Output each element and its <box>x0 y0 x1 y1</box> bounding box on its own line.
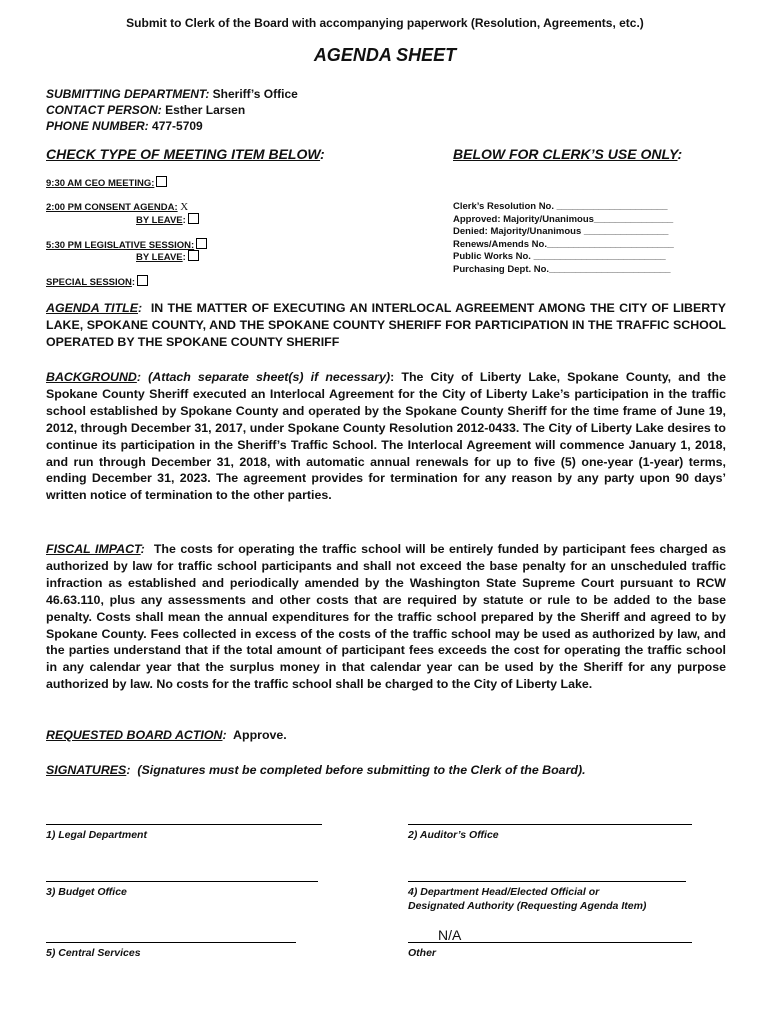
signatures-label: SIGNATURES <box>46 763 127 777</box>
other-signature-value: N/A <box>438 927 462 943</box>
clerk-approved: Approved: Majority/Unanimous_______________ <box>453 213 674 225</box>
contact-label: CONTACT PERSON: <box>46 103 162 117</box>
signature-line-legal[interactable] <box>46 824 322 825</box>
signature-label-legal: 1) Legal Department <box>46 829 147 841</box>
header-block <box>46 86 298 134</box>
clerk-purchasing: Purchasing Dept. No._______________________ <box>453 263 671 275</box>
fiscal-impact-section: FISCAL IMPACT: The costs for operating the traffic school will be entirely funded by participant fees charged as authorized by law for traffic school participants and shall not exceed the base penalty for an unscheduled traffic infraction as established and periodically amended by the Washington State Supreme Court pursuant to RCW 46.63.110, plus any assessments and other costs that are required by statute or rule to be added to the base penalty. Costs shall mean the annual expenditures for the traffic school prepared by the Sheriff and agreed to by Spokane County. Fees collected in excess of the costs of the traffic school may be used as authorized by law, and the parties understand that if the total amount of participant fees exceeds the cost for operating the traffic school in any calendar year that the surplus money in that calendar year can be used by the Sheriff for any purpose authorized by law. No costs for the traffic school shall be charged to the City of Liberty Lake. <box>46 542 726 692</box>
ceo-meeting-row <box>46 176 167 191</box>
requested-action-label: REQUESTED BOARD ACTION <box>46 728 223 742</box>
legislative-session-label: 5:30 PM LEGISLATIVE SESSION: <box>46 240 195 251</box>
special-session-row: SPECIAL SESSION: <box>46 275 148 290</box>
requested-action-section: REQUESTED BOARD ACTION: Approve. <box>46 728 287 742</box>
signature-label-central-services: 5) Central Services <box>46 947 141 959</box>
signature-label-budget: 3) Budget Office <box>46 886 127 898</box>
signature-label-other: Other <box>408 947 437 959</box>
submission-note: Submit to Clerk of the Board with accompanying paperwork (Resolution, Agreements, etc.) <box>126 16 644 30</box>
background-section: BACKGROUND: (Attach separate sheet(s) if necessary): The City of Liberty Lake, Spokane County, and the Spokane County Sheriff executed an Interlocal Agreement for the City of Liberty Lake’s participation in the traffic school established by Spokane County and operated by the Spokane County Sheriff for the time frame of June 19, 2012, through December 31, 2017, under Spokane County Resolution 2012-0433. The City of Liberty Lake desires to continue its participation in the Sheriff’s Traffic School. The Interlocal Agreement will commence January 1, 2018, and run through December 31, 2018, with automatic annual renewals for up to five (5) one-year (1-year) terms, ending December 31, 2023. The agreement provides for termination for any reason by any party upon 90 days’ written notice of termination to the other parties. <box>46 370 726 503</box>
by-leave-label: BY LEAVE <box>136 215 183 226</box>
signature-label-department-head: 4) Department Head/Elected Official or Designated Authority (Requesting Agenda Item) <box>408 886 647 912</box>
dept-label: SUBMITTING DEPARTMENT: <box>46 87 210 101</box>
agenda-title-text: IN THE MATTER OF EXECUTING AN INTERLOCAL AGREEMENT AMONG THE CITY OF LIBERTY LAKE, SPOKANE COUNTY, AND THE SPOKANE COUNTY SHERIFF FOR PARTICIPATION IN THE TRAFFIC SCHOOL OPERATED BY THE SPOKANE COUNTY SHERIFF <box>46 301 726 349</box>
clerk-resolution-no: Clerk’s Resolution No. _____________________ <box>453 201 668 212</box>
consent-by-leave-row: BY LEAVE: <box>136 213 199 228</box>
background-note: : (Attach separate sheet(s) if necessary) <box>136 370 391 384</box>
clerk-use-heading: BELOW FOR CLERK’S USE ONLY: <box>453 146 683 162</box>
contact-value: Esther Larsen <box>165 103 246 117</box>
phone-label: PHONE NUMBER: <box>46 119 149 133</box>
dept-value: Sheriff’s Office <box>212 87 298 101</box>
signature-line-department-head[interactable] <box>408 881 686 882</box>
signature-line-budget[interactable] <box>46 881 318 882</box>
background-text: The City of Liberty Lake, Spokane County, and the Spokane County Sheriff executed an Interlocal Agreement for the City of Liberty Lake’s participation in the traffic school established by Spokane County and operated by the Spokane County Sheriff for the time frame of June 19, 2012, through December 31, 2017, under Spokane County Resolution 2012-0433. The City of Liberty Lake desires to continue its participation in the Sheriff’s Traffic School. The Interlocal Agreement will commence January 1, 2018, and run through December 31, 2018, with automatic annual renewals for up to five (5) one-year (1-year) terms, ending December 31, 2023. The agreement provides for termination for any reason by any party upon 90 days’ written notice of termination to the other parties. <box>46 370 726 503</box>
signature-line-other[interactable] <box>408 942 692 943</box>
phone-value: 477-5709 <box>152 119 203 133</box>
fiscal-impact-text: The costs for operating the traffic school will be entirely funded by participant fees charged as authorized by law for traffic school participants and shall not exceed the base penalty for an unscheduled traffic infraction as established and periodically amended by the Washington State Supreme Court pursuant to RCW 46.63.110, plus any assessments and other costs that are required by statute or rule to be added to the base penalty. Costs shall mean the annual expenditures for the traffic school prepared by the Sheriff and agreed to by Spokane County. Fees collected in excess of the costs of the traffic school may be used as authorized by law, and the parties understand that if the total amount of participant fees exceeds the cost for operating the traffic school in any calendar year that the surplus money in that calendar year can be used by the Sheriff for any purpose authorized by law. No costs for the traffic school shall be charged to the City of Liberty Lake. <box>46 542 726 692</box>
special-session-checkbox[interactable] <box>137 275 148 286</box>
signature-label-auditor: 2) Auditor’s Office <box>408 829 499 841</box>
by-leave-label: BY LEAVE <box>136 252 183 263</box>
page-title: AGENDA SHEET <box>313 45 457 65</box>
consent-by-leave-checkbox[interactable] <box>188 213 199 224</box>
ceo-meeting-checkbox[interactable] <box>156 176 167 187</box>
agenda-title-section: AGENDA TITLE: IN THE MATTER OF EXECUTING AN INTERLOCAL AGREEMENT AMONG THE CITY OF LIBERTY LAKE, SPOKANE COUNTY, AND THE SPOKANE COUNTY SHERIFF FOR PARTICIPATION IN THE TRAFFIC SCHOOL OPERATED BY THE SPOKANE COUNTY SHERIFF <box>46 301 726 349</box>
legislative-by-leave-checkbox[interactable] <box>188 250 199 261</box>
fiscal-impact-label: FISCAL IMPACT <box>46 542 141 556</box>
signatures-instruction: (Signatures must be completed before submitting to the Clerk of the Board). <box>137 763 586 777</box>
special-session-label: SPECIAL SESSION <box>46 277 132 288</box>
submitting-department <box>46 86 298 102</box>
phone-number <box>46 118 298 134</box>
clerk-denied: Denied: Majority/Unanimous ________________ <box>453 226 669 237</box>
consent-agenda-checkbox[interactable]: X <box>180 201 189 213</box>
background-label: BACKGROUND <box>46 370 137 384</box>
agenda-title-label: AGENDA TITLE <box>46 301 138 315</box>
requested-action-text: Approve. <box>233 728 287 742</box>
meeting-type-heading: CHECK TYPE OF MEETING ITEM BELOW: <box>46 146 325 162</box>
legislative-session-checkbox[interactable] <box>196 238 207 249</box>
clerk-public-works: Public Works No. _________________________ <box>453 251 666 262</box>
consent-agenda-label: 2:00 PM CONSENT AGENDA: <box>46 202 178 213</box>
clerk-renews-amends: Renews/Amends No.________________________ <box>453 238 674 250</box>
clerk-use-block <box>453 201 674 276</box>
signatures-section: SIGNATURES: (Signatures must be completed before submitting to the Clerk of the Board). <box>46 763 586 777</box>
signature-line-auditor[interactable] <box>408 824 692 825</box>
signature-line-central-services[interactable] <box>46 942 296 943</box>
ceo-meeting-label: 9:30 AM CEO MEETING: <box>46 178 155 189</box>
contact-person <box>46 102 298 118</box>
legislative-by-leave-row: BY LEAVE: <box>136 250 199 265</box>
